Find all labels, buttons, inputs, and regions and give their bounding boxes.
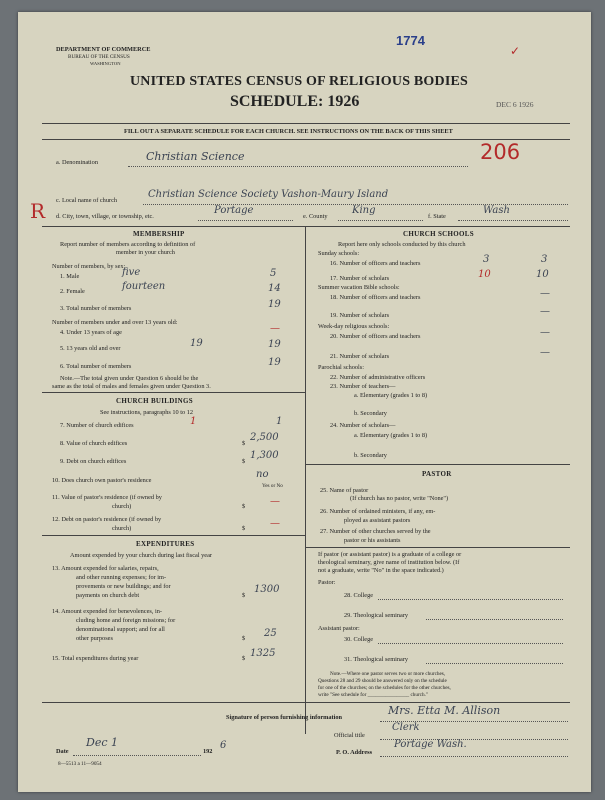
po-address-label: P. O. Address [336,749,373,756]
parochial-schools-label: Parochial schools: [318,364,364,371]
q11-value: — [270,496,280,507]
q1-value: 5 [270,268,277,279]
q2-handwritten: fourteen [122,281,166,292]
pastor-sublabel: Pastor: [318,579,336,586]
graduate-line-1: If pastor (or assistant pastor) is a graduate of a college or [318,551,462,558]
summer-schools-label: Summer vacation Bible schools: [318,284,400,291]
q11-label-2: church) [112,503,132,510]
form-title: UNITED STATES CENSUS OF RELIGIOUS BODIES [130,74,469,89]
official-title-label: Official title [334,732,365,739]
q13-line-1: 13. Amount expended for salaries, repairs, [52,565,159,572]
q7-label: 7. Number of church edifices [60,422,134,429]
q22-label: 22. Number of administrative officers [330,374,426,381]
q21-label: 21. Number of scholars [330,353,390,360]
membership-heading: MEMBERSHIP [133,230,185,238]
signature-label: Signature of person furnishing information [226,714,343,721]
q24b-label: b. Secondary [354,452,387,459]
assistant-pastor-sublabel: Assistant pastor: [318,625,360,632]
denomination-label: a. Denomination [56,159,98,166]
q4-value: — [270,323,280,334]
q4-label: 4. Under 13 years of age [60,329,122,336]
q12-label-1: 12. Debt on pastor's residence (if owned by [52,516,162,523]
q7-value: 1 [276,416,283,427]
q12-value: — [270,518,280,529]
q14-value: 25 [264,628,277,639]
q9-value: 1,300 [250,450,279,461]
q26-label-2: ployed as assistant pastors [344,517,411,524]
form-code: 8—5513 a 11—9054 [58,761,102,767]
q9-label: 9. Debt on church edifices [60,458,127,465]
schedule-title: SCHEDULE: 1926 [230,93,360,110]
q20-value: — [540,327,550,338]
q12-label-2: church) [112,525,132,532]
county-label: e. County [303,213,328,220]
q24-label: 24. Number of scholars— [330,422,396,429]
census-schedule-page: DEPARTMENT OF COMMERCE BUREAU OF THE CENSUS WASHINGTON 1774 ✓ UNITED STATES CENSUS OF RELIGIOUS BODIES SCHEDULE: 1926 DEC 6 1926 FILL OUT A SEPARATE SCHEDULE FOR EACH CHURCH. SEE INSTRUCTIONS ON THE BACK OF THIS SHEET a. Denomination Christian Science 206 R c. Local name of church Christian Science Society Vashon-Maury Island d. City, town, village, or township, etc. Portage e. County King f. State Wash MEMBERSHIP Report number of members according to definition of member in your church Number of members, by sex: 1. Male five 5 2. Female fourteen 14 3. Total number of members 19 Number of members under and over 13 years old: 4. Under 13 years of age — 5. 13 years old and over 19 19 6. Total number of members 19 Note.—The total given under Question 6 should be the same as the total of males and females given under Question 3. CHURCH BUILDINGS See instructions, paragraphs 10 to 12 7. Number of church edifices 1 1 8. Value of church edifices $ 2,500 9. Debt on church edifices $ 1,300 10. Does church own pastor's residence no Yes or No 11. Value of pastor's residence (if owned by church) $ — 12. Debt on pastor's residence (if owned by church) $ — EXPENDITURES Amount expended by your church during last fiscal year 13. Amount expended for salaries, repairs, and other running expenses; for im- provements or new buildings; and for payments on church debt $ 1300 14. Amount expended for benevolences, in- cluding home and foreign missions; for denominational support; and for all other purposes $ 25 15. Total expenditures during year $ 1325 CHURCH SCHOOLS Report here only schools conducted by this church Sunday schools: 16. Number of officers and teachers 3 3 17. Number of scholars 10 10 Summer vacation Bible schools: 18. Number of officers and teachers — 19. Number of scholars — Week-day religious schools: 20. Number of officers and teachers — 21. Number of scholars — Parochial schools: 22. Number of administrative officers 23. Number of teachers— a. Elementary (grades 1 to 8) b. Secondary 24. Number of scholars— a. Elementary (grades 1 to 8) b. Secondary PASTOR 25. Name of pastor (If church has no pastor, write "None") 26. Number of ordained ministers, if any, em- ployed as assistant pastors 27. Number of other churches served by the pastor or his assistants If pastor (or assistant pastor) is a graduate of a college or theological seminary, give name of institution below. (If not a graduate, write "No" in the space indicated.) Pastor: 28. College 29. Theological seminary Assistant pastor: 30. College 31. Theological seminary Note.—Where one pastor serves two or more churches, Questions 28 and 29 should be answered only on the schedule for one of the churches; on the schedules for the other churches, write "See schedule for ________________ church." Signature of person furnishing information Mrs. Etta M. Allison Official title Clerk Date Dec 1 192 6 P. O. Address Portage Wash. 8—5513 a 11—9054 [18,12,591,792]
q2-label: 2. Female [60,288,85,295]
q19-value: — [540,306,550,317]
q14-line-2: cluding home and foreign missions; for [76,617,176,624]
expenditures-subheading: Amount expended by your church during last fiscal year [70,552,212,559]
q23-label: 23. Number of teachers— [330,383,396,390]
city-label-d: d. City, town, village, or township, etc. [56,213,154,220]
received-date-stamp: DEC 6 1926 [496,100,534,109]
q5-value: 19 [268,339,281,350]
official-title-value: Clerk [392,722,420,733]
date-value: Dec 1 [86,736,118,749]
po-address-value: Portage Wash. [394,739,467,750]
expenditures-heading: EXPENDITURES [136,540,195,548]
q25-hint: (If church has no pastor, write "None") [350,495,449,502]
pastor-heading: PASTOR [422,470,452,478]
q17-value: 10 [536,269,549,280]
q16-value: 3 [541,254,548,265]
q28-label: 28. College [344,592,374,599]
q26-label-1: 26. Number of ordained ministers, if any, em- [320,508,436,515]
schools-subheading: Report here only schools conducted by this church [338,241,466,248]
pastor-note-1: Note.—Where one pastor serves two or more churches, [330,671,446,677]
q8-label: 8. Value of church edifices [60,440,128,447]
q5-handwritten: 19 [190,338,203,349]
q27-label-1: 27. Number of other churches served by the [320,528,431,535]
membership-intro-2: member in your church [116,249,175,256]
membership-intro-1: Report number of members according to definition of [60,241,196,248]
q19-label: 19. Number of scholars [330,312,390,319]
pastor-note-2: Questions 28 and 29 should be answered only on the schedule [318,678,447,684]
q24a-label: a. Elementary (grades 1 to 8) [354,432,428,439]
state-label: f. State [428,213,446,220]
buildings-subheading: See instructions, paragraphs 10 to 12 [100,409,194,416]
q8-value: 2,500 [250,432,279,443]
membership-note-1: Note.—The total given under Question 6 should be the [60,375,199,382]
q10-value: no [256,469,269,480]
date-label: Date [56,748,69,755]
q15-value: 1325 [250,648,276,659]
q31-label: 31. Theological seminary [344,656,409,663]
q3-label: 3. Total number of members [60,305,132,312]
q18-label: 18. Number of officers and teachers [330,294,421,301]
q15-label: 15. Total expenditures during year [52,655,139,662]
q7-handwritten: 1 [190,416,197,427]
q1-handwritten: five [122,267,141,278]
sunday-schools-label: Sunday schools: [318,250,360,257]
q16-handwritten: 3 [483,254,490,265]
yes-no-hint: Yes or No [262,483,283,489]
weekday-schools-label: Week-day religious schools: [318,323,390,330]
q3-value: 19 [268,299,281,310]
q30-label: 30. College [344,636,374,643]
q14-line-1: 14. Amount expended for benevolences, in- [52,608,162,615]
buildings-heading: CHURCH BUILDINGS [116,397,193,405]
q2-value: 14 [268,283,281,294]
local-name-label: c. Local name of church [56,197,118,204]
under-over-label: Number of members under and over 13 years old: [52,319,178,326]
q14-line-3: denominational support; and for all [76,626,165,633]
county-value: King [352,205,376,216]
year-digit: 6 [220,740,227,751]
q6-value: 19 [268,357,281,368]
year-prefix: 192 [203,748,213,755]
q29-label: 29. Theological seminary [344,612,409,619]
schedule-number: 1774 [396,33,425,48]
q1-label: 1. Male [60,273,80,280]
q10-label: 10. Does church own pastor's residence [52,477,152,484]
q25-label: 25. Name of pastor [320,487,369,494]
q23a-label: a. Elementary (grades 1 to 8) [354,392,428,399]
denomination-code: 206 [480,140,521,164]
local-name-value: Christian Science Society Vashon-Maury Island [148,189,389,200]
q13-line-4: payments on church debt [76,592,140,599]
schools-heading: CHURCH SCHOOLS [403,230,474,238]
graduate-line-2: theological seminary, give name of institution below. (If [318,559,460,566]
q14-line-4: other purposes [76,635,113,642]
q20-label: 20. Number of officers and teachers [330,333,421,340]
q11-label-1: 11. Value of pastor's residence (if owned by [52,494,162,501]
q17-label: 17. Number of scholars [330,275,390,282]
pastor-note-3: for one of the churches; on the schedules for the other churches, [318,685,451,691]
q18-value: — [540,288,550,299]
pastor-note-4: write "See schedule for ________________ church." [318,692,428,698]
q17-handwritten: 10 [478,269,491,280]
department-label: DEPARTMENT OF COMMERCE [56,46,151,53]
q27-label-2: pastor or his assistants [344,537,401,544]
q13-line-2: and other running expenses; for im- [76,574,167,581]
state-value: Wash [483,205,510,216]
q13-value: 1300 [254,584,280,595]
q21-value: — [540,347,550,358]
city-label: WASHINGTON [90,61,121,66]
graduate-line-3: not a graduate, write "No" in the space indicated.) [318,567,444,574]
city-value: Portage [214,205,254,216]
r-mark: R [30,199,46,223]
denomination-value: Christian Science [146,150,245,163]
q16-label: 16. Number of officers and teachers [330,260,421,267]
membership-note-2: same as the total of males and females given under Question 3. [52,383,211,390]
instruction-line: FILL OUT A SEPARATE SCHEDULE FOR EACH CHURCH. SEE INSTRUCTIONS ON THE BACK OF THIS SHEET [124,128,453,135]
q23b-label: b. Secondary [354,410,387,417]
q6-label: 6. Total number of members [60,363,132,370]
bureau-label: BUREAU OF THE CENSUS [68,54,130,60]
q5-label: 5. 13 years old and over [60,345,121,352]
check-mark: ✓ [510,44,521,58]
q13-line-3: provements or new buildings; and for [76,583,171,590]
by-sex-label: Number of members, by sex: [52,263,126,270]
signature-value: Mrs. Etta M. Allison [388,704,501,717]
